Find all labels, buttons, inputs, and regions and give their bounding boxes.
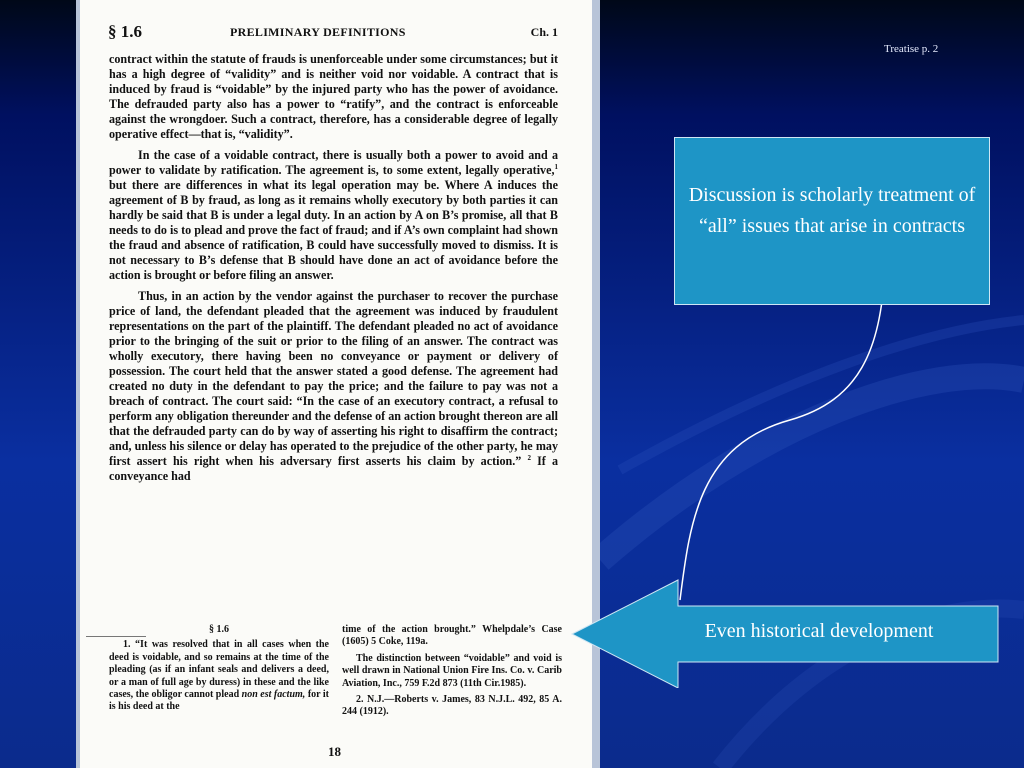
footnote-2-number: 2. [356,694,364,706]
footnote-mark-2: 2 [527,453,531,462]
section-title: PRELIMINARY DEFINITIONS [230,25,406,39]
footnote-section-label: § 1.6 [209,624,229,635]
footnote-1-text: “It was resolved that in all cases when the deed is voidable, and so remains at the time of the pleading (as if an infant seals and delivers a deed, or a man of full age by duress) in these and the like cases, the obligor cannot plead [109,639,330,701]
arrow-callout-text: Even historical development [704,620,934,642]
paragraph-2-rest: but there are differences in what its legal operation may be. Where A induces the agreement of B by fraud, as long as it remains wholly executory by both parties it can hardly be said that B is under a legal duty. In an action by A on B’s promise, all that B needs to do is to plead and prove the fact of fraud; and if A’s own complaint had shown the fraud and absence of ratification, B could have successfully moved to dismiss. It is not necessary to B’s defense that B should have done an act of avoidance before the action is brought or before filing an answer. [109,178,558,282]
section-number: § 1.6 [108,22,142,41]
footnote-2-text: N.J.—Roberts v. James, 83 N.J.L. 492, 85 A. 244 (1912). [342,694,562,718]
paragraph-1: contract within the statute of frauds is unenforceable under some circumstances; but it has a high degree of “validity” and is neither void nor voidable. A contract that is induced by fraud is “voidable” by the injured party who has the power of avoidance. The defrauded party also has a power to “ratify”, and the contract is enforceable against the wrongdoer. Such a contract, therefore, has a considerable degree of legally operative effect—that is, “validity”. [109,52,558,141]
footnote-1-italic: non est factum, [241,689,306,701]
footnote-1-number: 1. [123,639,131,651]
footnote-1-continued: time of the action brought.” Whelpdale’s Case (1605) 5 Coke, 119a. [342,624,562,648]
footnote-1-end: for it is his deed at the [109,689,330,713]
slide-reference-label: Treatise p. 2 [884,43,939,55]
page-number: 18 [328,744,341,759]
scholarly-callout-box: Discussion is scholarly treatment of “all” issues that arise in contracts [674,137,990,305]
paragraph-2-start: In the case of a voidable contract, there is usually both a power to avoid and a power to validate by ratification. The agreement is, to some extent, legally operative, [109,148,558,177]
paragraph-3-text: Thus, in an action by the vendor against the purchaser to recover the purchase price of land, the defendant pleaded that the agreement was induced by fraudulent representations on the part of the plaintiff. The defendant pleaded no act of avoidance prior to the bringing of the suit or prior to the filing of an answer. The contract was wholly executory, there having been no conveyance or payment or delivery of possession. The court held that the answer stated a good defense. The agreement had created no duty in the defendant to pay the price; and the failure to pay was not a breach of contract. The court said: “In the case of an executory contract, a refusal to perform any obligation thereunder and the defense of an action brought thereon are all that the defrauded party can do by way of asserting his right to disaffirm the contract; and, unless his silence or delay has operated to the prejudice of the other party, he may first assert his right when his adversary first asserts his claim by action.” [109,289,558,468]
footnote-mark-1: 1 [554,162,558,171]
footnote-1-note: The distinction between “voidable” and void is well drawn in National Union Fire Ins. Co. v. Carib Aviation, Inc., 759 F.2d 873 (11th Cir.1985). [342,652,562,689]
chapter-label: Ch. 1 [530,25,558,39]
paragraph-3-tail: If a conveyance had [109,454,558,483]
